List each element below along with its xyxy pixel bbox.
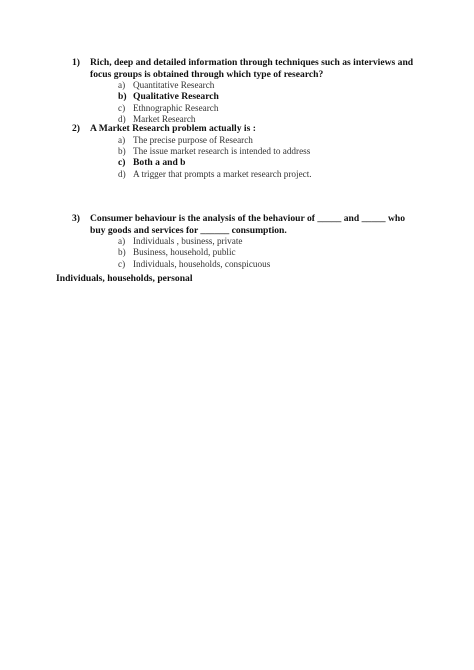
question-2 [72, 123, 417, 180]
option-letter: d) [118, 114, 126, 125]
option-letter: c) [118, 258, 126, 269]
question-3-option-b [118, 247, 417, 258]
question-3-options [72, 236, 417, 270]
option-text: A trigger that prompts a market research project. [133, 168, 312, 179]
question-1-option-a [118, 80, 417, 91]
question-3-number: 3) [72, 213, 80, 224]
question-1-options [72, 80, 417, 126]
option-letter: a) [118, 134, 126, 145]
option-letter: c) [118, 157, 126, 169]
question-1-heading [72, 57, 417, 80]
question-2-heading [72, 123, 417, 135]
option-letter: a) [118, 236, 126, 246]
question-2-option-a [118, 135, 417, 146]
option-text: Ethnographic Research [133, 102, 219, 113]
question-3-option-c [118, 259, 417, 270]
option-text: The precise purpose of Research [133, 134, 253, 145]
question-2-option-d [118, 169, 417, 180]
question-2-option-c [118, 157, 417, 168]
question-3-option-a [118, 236, 417, 247]
answer-text: Individuals, households, personal [56, 273, 193, 284]
question-1-text: Rich, deep and detailed information through techniques such as interviews and focus groups is obtained through which type of research? [90, 57, 414, 80]
option-text: Business, household, public [133, 247, 236, 258]
option-text: Quantitative Research [133, 80, 215, 90]
question-1-option-b [118, 91, 417, 102]
question-1 [72, 57, 417, 126]
option-text: The issue market research is intended to address [133, 145, 311, 156]
option-text: Qualitative Research [133, 91, 219, 103]
option-letter: b) [118, 145, 126, 156]
question-2-number: 2) [72, 123, 80, 134]
option-letter: b) [118, 91, 127, 103]
option-letter: b) [118, 247, 126, 258]
question-2-options [72, 135, 417, 181]
option-text: Individuals , business, private [133, 236, 243, 246]
option-text: Market Research [133, 114, 196, 125]
question-3 [72, 213, 417, 270]
question-2-text: A Market Research problem actually is : [90, 123, 256, 134]
option-letter: d) [118, 168, 126, 179]
question-2-option-b [118, 146, 417, 157]
question-3-text: Consumer behaviour is the analysis of the behaviour of _____ and _____ who buy goods and services for ______ consumption. [90, 213, 406, 236]
option-text: Both a and b [133, 157, 186, 169]
option-letter: c) [118, 102, 126, 113]
option-text: Individuals, households, conspicuous [133, 258, 271, 269]
question-3-heading [72, 213, 417, 236]
question-1-option-c [118, 103, 417, 114]
option-letter: a) [118, 80, 126, 90]
question-1-number: 1) [72, 57, 80, 68]
